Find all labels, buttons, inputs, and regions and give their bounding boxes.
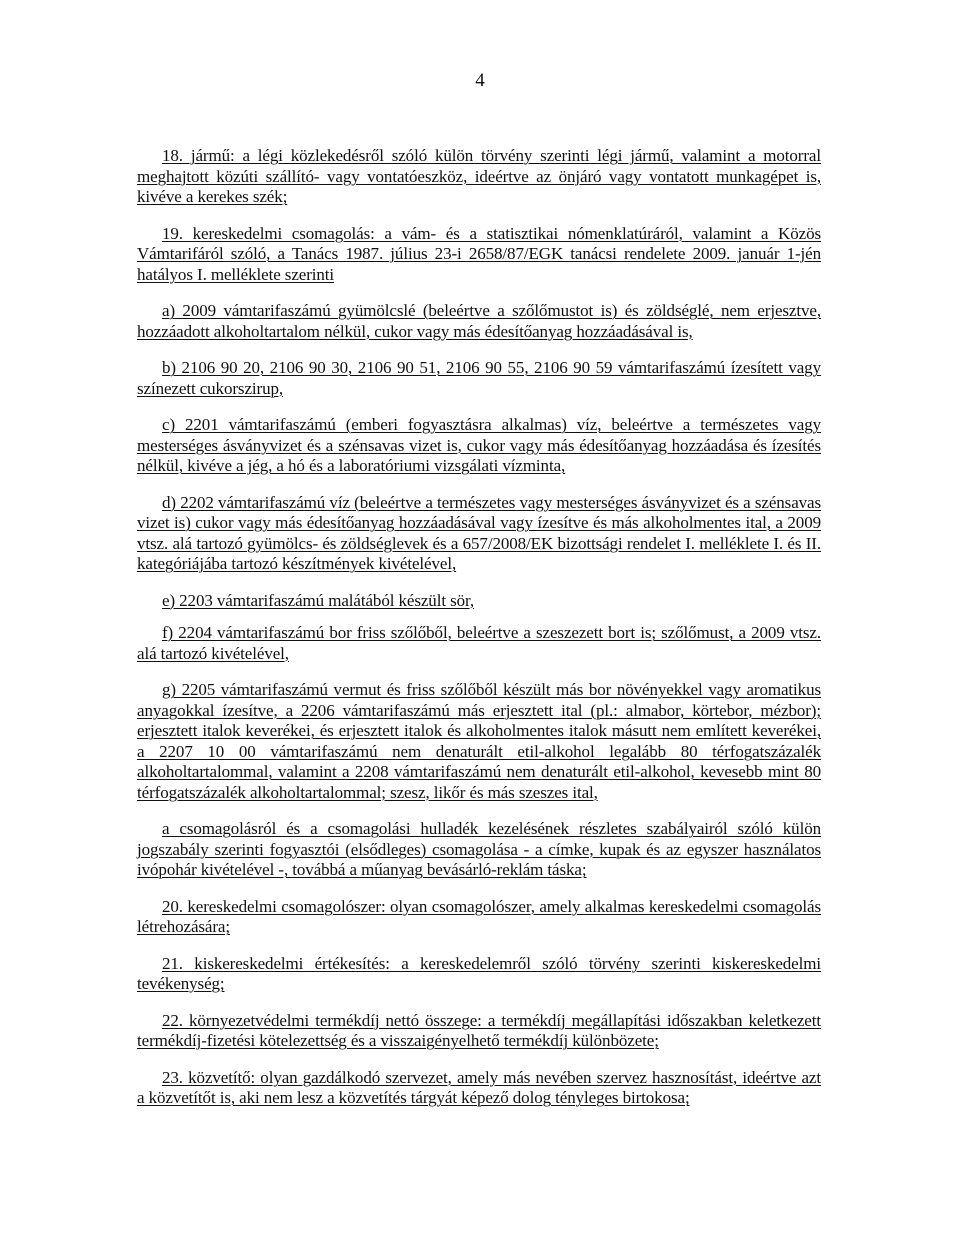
item-c-water: c) 2201 vámtarifaszámú (emberi fogyasztásra alkalmas) víz, beleértve a természetes vagy mesterséges ásványvizet és a szénsavas vizet is, cukor vagy más édesítőanyag hozzáadása és ízesítés nélkül, kivéve a jég, a hó és a laboratóriumi vizsgálati vízminta, (137, 415, 821, 475)
definition-21-retail-sales: 21. kiskereskedelmi értékesítés: a kereskedelemről szóló törvény szerinti kiskereskedelmi tevékenység; (137, 953, 821, 993)
packaging-clause: a csomagolásról és a csomagolási hulladék kezelésének részletes szabályairól szóló külön jogszabály szerinti fogyasztói (elsődleges) csomagolása - a címke, kupak és az egyszer használatos ivópohár kivételével -, továbbá a műanyag bevásárló-reklám táska; (137, 819, 821, 879)
definition-22-net-product-fee: 22. környezetvédelmi termékdíj nettó összege: a termékdíj megállapítási időszakban keletkezett termékdíj-fizetési kötelezettség és a visszaigényelhető termékdíj különbözete; (137, 1010, 821, 1050)
item-e-beer: e) 2203 vámtarifaszámú malátából készült sör, (162, 590, 475, 610)
item-f-wine: f) 2204 vámtarifaszámú bor friss szőlőből, beleértve a szeszezett bort is; szőlőmust, a 2009 vtsz. alá tartozó kivételével, (137, 623, 821, 663)
definition-23-intermediary: 23. közvetítő: olyan gazdálkodó szervezet, amely más nevében szervez hasznosítást, ideértve azt a közvetítőt is, aki nem lesz a közvetítés tárgyát képező dolog tényleges birtokosa; (137, 1067, 821, 1107)
item-b-syrup: b) 2106 90 20, 2106 90 30, 2106 90 51, 2106 90 55, 2106 90 59 vámtarifaszámú ízesített vagy színezett cukorszirup, (137, 358, 821, 398)
definition-20-packaging-material: 20. kereskedelmi csomagolószer: olyan csomagolószer, amely alkalmas kereskedelmi csomagolás létrehozására; (137, 896, 821, 936)
item-g-vermouth-spirits: g) 2205 vámtarifaszámú vermut és friss szőlőből készült más bor növényekkel vagy aromatikus anyagokkal ízesítve, a 2206 vámtarifaszámú más erjesztett ital (pl.: almabor, körtebor, mézbor); erjesztett italok keverékei, és erjesztett italok és alkoholmentes italok másutt nem említett keverékei, a 2207 10 00 vámtarifaszámú nem denaturált etil-alkohol legalább 80 térfogatszázalék alkoholtartalommal, valamint a 2208 vámtarifaszámú nem denaturált etil-alkohol, kevesebb mint 80 térfogatszázalék alkoholtartalommal; szesz, likőr és más szeszes ital, (137, 680, 821, 802)
item-a-fruit-juice: a) 2009 vámtarifaszámú gyümölcslé (beleértve a szőlőmustot is) és zöldséglé, nem erjesztve, hozzáadott alkoholtartalom nélkül, cukor vagy más édesítőanyag hozzáadásával is, (137, 301, 821, 341)
definition-18-vehicle: 18. jármű: a légi közlekedésről szóló külön törvény szerinti légi jármű, valamint a motorral meghajtott közúti szállító- vagy vontatóeszköz, ideértve az önjáró vagy vontatott munkagépet is, kivéve a kerekes szék; (137, 146, 821, 206)
definition-19-commercial-packaging: 19. kereskedelmi csomagolás: a vám- és a statisztikai nómenklatúráról, valamint a Közös Vámtarifáról szóló, a Tanács 1987. július 23-i 2658/87/EGK tanácsi rendelete 2009. január 1-jén hatályos I. melléklete szerinti (137, 223, 821, 284)
page-number: 4 (475, 70, 485, 91)
item-d-flavoured-water: d) 2202 vámtarifaszámú víz (beleértve a természetes vagy mesterséges ásványvizet és a szénsavas vizet is) cukor vagy más édesítőanyag hozzáadásával vagy ízesítve és más alkoholmentes ital, a 2009 vtsz. alá tartozó gyümölcs- és zöldséglevek és a 657/2008/EK bizottsági rendelet I. melléklete I. és II. kategóriájába tartozó készítmények kivételével, (137, 492, 821, 573)
document-body (137, 146, 821, 1125)
